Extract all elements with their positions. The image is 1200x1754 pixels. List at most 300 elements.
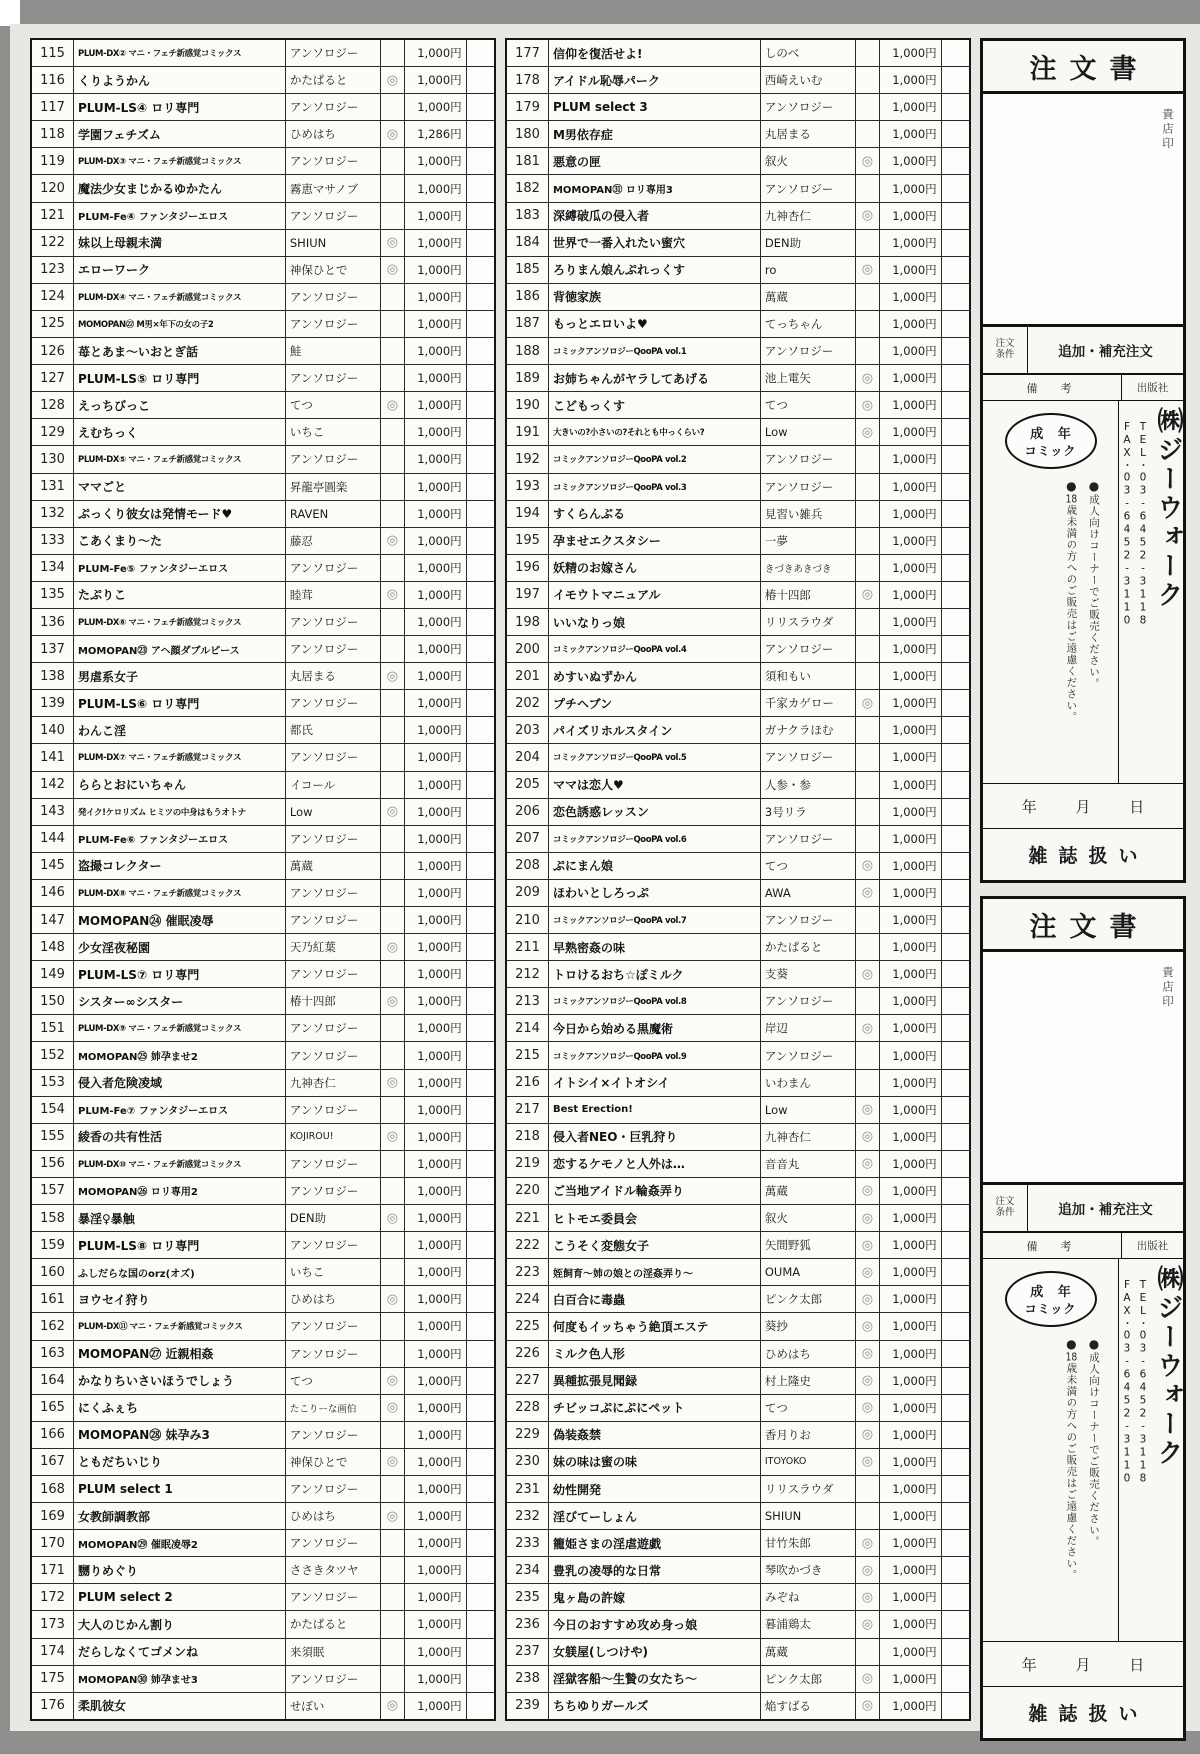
row-stock-mark: ◎ <box>381 934 405 960</box>
table-row <box>507 1015 969 1042</box>
row-title: 孕ませエクスタシー <box>549 528 761 554</box>
row-order-quantity-box[interactable] <box>467 1557 494 1583</box>
row-order-quantity-box[interactable] <box>467 1611 494 1637</box>
row-number: 124 <box>32 284 74 310</box>
row-order-quantity-box[interactable] <box>942 826 969 852</box>
row-order-quantity-box[interactable] <box>942 1205 969 1231</box>
row-order-quantity-box[interactable] <box>467 609 494 635</box>
row-order-quantity-box[interactable] <box>942 1476 969 1502</box>
row-order-quantity-box[interactable] <box>467 1015 494 1041</box>
row-order-quantity-box[interactable] <box>467 1449 494 1475</box>
row-order-quantity-box[interactable] <box>467 1395 494 1421</box>
row-title: イトシイ×イトオシイ <box>549 1070 761 1096</box>
row-number: 164 <box>32 1368 74 1394</box>
row-author: てつ <box>286 392 381 418</box>
row-author: ひめはち <box>286 1503 381 1529</box>
row-title: コミックアンソロジーQooPA vol.9 <box>549 1042 761 1068</box>
row-price: 1,000円 <box>880 501 942 527</box>
row-order-quantity-box[interactable] <box>467 826 494 852</box>
row-order-quantity-box[interactable] <box>942 663 969 689</box>
row-order-quantity-box[interactable] <box>467 1151 494 1177</box>
remarks-publisher-header <box>983 375 1183 401</box>
row-order-quantity-box[interactable] <box>942 1584 969 1610</box>
row-order-quantity-box[interactable] <box>467 40 494 66</box>
row-title: わんこ淫 <box>74 717 286 743</box>
row-order-quantity-box[interactable] <box>942 853 969 879</box>
row-order-quantity-box[interactable] <box>467 1666 494 1692</box>
row-order-quantity-box[interactable] <box>942 1503 969 1529</box>
row-title: ママごと <box>74 474 286 500</box>
table-row <box>32 636 494 663</box>
row-stock-mark: ◎ <box>856 419 880 445</box>
row-title: コミックアンソロジーQooPA vol.3 <box>549 474 761 500</box>
row-order-quantity-box[interactable] <box>467 419 494 445</box>
row-order-quantity-box[interactable] <box>942 1530 969 1556</box>
row-author: 一夢 <box>761 528 856 554</box>
row-order-quantity-box[interactable] <box>942 121 969 147</box>
row-stock-mark <box>856 528 880 554</box>
row-price: 1,000円 <box>880 1341 942 1367</box>
row-order-quantity-box[interactable] <box>942 474 969 500</box>
row-order-quantity-box[interactable] <box>942 799 969 825</box>
row-order-quantity-box[interactable] <box>942 1286 969 1312</box>
order-form-sidebar <box>980 38 1186 1754</box>
row-author: アンソロジー <box>286 365 381 391</box>
row-order-quantity-box[interactable] <box>942 148 969 174</box>
table-row <box>32 1286 494 1313</box>
row-order-quantity-box[interactable] <box>467 744 494 770</box>
row-order-quantity-box[interactable] <box>467 1042 494 1068</box>
row-order-quantity-box[interactable] <box>467 1530 494 1556</box>
row-author: アンソロジー <box>286 40 381 66</box>
row-title: PLUM-DX⑩ マニ・フェチ新感覚コミックス <box>74 1151 286 1177</box>
row-order-quantity-box[interactable] <box>942 1151 969 1177</box>
row-stock-mark: ◎ <box>856 1584 880 1610</box>
table-row <box>32 744 494 771</box>
row-order-quantity-box[interactable] <box>942 1449 969 1475</box>
table-row <box>507 230 969 257</box>
row-title: 学園フェチズム <box>74 121 286 147</box>
row-order-quantity-box[interactable] <box>467 1124 494 1150</box>
row-number: 220 <box>507 1178 549 1204</box>
date-row[interactable] <box>983 784 1183 829</box>
row-order-quantity-box[interactable] <box>467 1178 494 1204</box>
row-title: 異種拡張見聞録 <box>549 1368 761 1394</box>
row-order-quantity-box[interactable] <box>942 175 969 201</box>
row-order-quantity-box[interactable] <box>467 284 494 310</box>
row-order-quantity-box[interactable] <box>467 148 494 174</box>
row-number: 226 <box>507 1341 549 1367</box>
row-number: 214 <box>507 1015 549 1041</box>
row-author: 神保ひとで <box>286 1449 381 1475</box>
row-title: コミックアンソロジーQooPA vol.6 <box>549 826 761 852</box>
row-author: アンソロジー <box>761 907 856 933</box>
row-author: ITOYOKO <box>761 1449 856 1475</box>
adult-comic-badge: 成 年 コミック <box>1005 1271 1097 1327</box>
row-order-quantity-box[interactable] <box>942 365 969 391</box>
row-order-quantity-box[interactable] <box>467 907 494 933</box>
row-title: MOMOPAN㉛ ロリ専用3 <box>549 175 761 201</box>
date-day-label: 日 <box>1129 1655 1145 1674</box>
row-order-quantity-box[interactable] <box>942 338 969 364</box>
row-title: コミックアンソロジーQooPA vol.7 <box>549 907 761 933</box>
row-order-quantity-box[interactable] <box>942 257 969 283</box>
row-order-quantity-box[interactable] <box>467 934 494 960</box>
row-author: アンソロジー <box>286 744 381 770</box>
row-order-quantity-box[interactable] <box>467 1286 494 1312</box>
row-number: 115 <box>32 40 74 66</box>
row-number: 238 <box>507 1666 549 1692</box>
table-row <box>32 1449 494 1476</box>
table-row <box>507 799 969 826</box>
row-order-quantity-box[interactable] <box>942 1259 969 1285</box>
row-order-quantity-box[interactable] <box>467 175 494 201</box>
row-order-quantity-box[interactable] <box>467 636 494 662</box>
row-author: 3号リラ <box>761 799 856 825</box>
row-order-quantity-box[interactable] <box>467 67 494 93</box>
row-order-quantity-box[interactable] <box>942 1015 969 1041</box>
row-order-quantity-box[interactable] <box>942 636 969 662</box>
row-order-quantity-box[interactable] <box>942 717 969 743</box>
row-stock-mark <box>381 1341 405 1367</box>
row-order-quantity-box[interactable] <box>942 934 969 960</box>
row-order-quantity-box[interactable] <box>467 1693 494 1719</box>
table-row <box>507 582 969 609</box>
row-stock-mark <box>381 690 405 716</box>
order-condition-row <box>983 327 1183 375</box>
row-price: 1,000円 <box>880 1666 942 1692</box>
row-price: 1,000円 <box>880 1693 942 1719</box>
table-row <box>32 1503 494 1530</box>
row-title: 侵入者危険凌域 <box>74 1070 286 1096</box>
row-author: いちこ <box>286 1259 381 1285</box>
date-day-label: 日 <box>1129 797 1145 816</box>
row-author: 見習い雑兵 <box>761 501 856 527</box>
row-title: PLUM-LS⑦ ロリ専門 <box>74 961 286 987</box>
row-stock-mark: ◎ <box>856 853 880 879</box>
row-number: 193 <box>507 474 549 500</box>
stamp-label: 貴店印 <box>1161 108 1175 152</box>
store-stamp-area[interactable] <box>983 94 1183 327</box>
row-order-quantity-box[interactable] <box>467 94 494 120</box>
row-order-quantity-box[interactable] <box>942 1178 969 1204</box>
row-order-quantity-box[interactable] <box>942 1557 969 1583</box>
row-order-quantity-box[interactable] <box>467 690 494 716</box>
row-order-quantity-box[interactable] <box>942 1070 969 1096</box>
table-row <box>507 284 969 311</box>
row-order-quantity-box[interactable] <box>467 257 494 283</box>
row-title: 豊乳の凌辱的な日常 <box>549 1557 761 1583</box>
table-row <box>507 1693 969 1719</box>
row-order-quantity-box[interactable] <box>467 1259 494 1285</box>
row-title: PLUM-DX② マニ・フェチ新感覚コミックス <box>74 40 286 66</box>
row-order-quantity-box[interactable] <box>467 799 494 825</box>
row-order-quantity-box[interactable] <box>942 1666 969 1692</box>
table-row <box>32 474 494 501</box>
table-row <box>507 1611 969 1638</box>
row-author: 椿十四郎 <box>761 582 856 608</box>
row-number: 142 <box>32 772 74 798</box>
table-row <box>32 1530 494 1557</box>
row-title: だらしなくてゴメンね <box>74 1639 286 1665</box>
publisher-label: 出版社 <box>1136 382 1169 394</box>
row-order-quantity-box[interactable] <box>467 1205 494 1231</box>
condition-label: 注文 条件 <box>983 1185 1028 1231</box>
row-order-quantity-box[interactable] <box>467 880 494 906</box>
row-order-quantity-box[interactable] <box>942 1313 969 1339</box>
order-form-title: 注文書 <box>983 899 1183 952</box>
row-stock-mark: ◎ <box>856 961 880 987</box>
row-number: 198 <box>507 609 549 635</box>
row-number: 213 <box>507 988 549 1014</box>
row-order-quantity-box[interactable] <box>467 1341 494 1367</box>
row-number: 152 <box>32 1042 74 1068</box>
row-title: 発イク!ケロリズム ヒミツの中身はもうオトナ <box>74 799 286 825</box>
table-row <box>507 1530 969 1557</box>
row-price: 1,000円 <box>880 474 942 500</box>
row-price: 1,000円 <box>405 744 467 770</box>
row-title: コミックアンソロジーQooPA vol.1 <box>549 338 761 364</box>
row-order-quantity-box[interactable] <box>467 1097 494 1123</box>
row-number: 211 <box>507 934 549 960</box>
row-stock-mark: ◎ <box>381 1286 405 1312</box>
row-order-quantity-box[interactable] <box>942 609 969 635</box>
row-number: 187 <box>507 311 549 337</box>
row-number: 216 <box>507 1070 549 1096</box>
row-order-quantity-box[interactable] <box>467 1368 494 1394</box>
row-number: 203 <box>507 717 549 743</box>
publisher-tel: TEL・03-6452-3118 <box>1137 421 1149 628</box>
row-stock-mark <box>381 907 405 933</box>
row-author: アンソロジー <box>286 1341 381 1367</box>
row-number: 183 <box>507 203 549 229</box>
table-row <box>507 1368 969 1395</box>
row-price: 1,000円 <box>880 365 942 391</box>
row-number: 140 <box>32 717 74 743</box>
row-order-quantity-box[interactable] <box>467 365 494 391</box>
row-stock-mark: ◎ <box>381 1693 405 1719</box>
row-order-quantity-box[interactable] <box>467 717 494 743</box>
row-order-quantity-box[interactable] <box>942 40 969 66</box>
row-title: こあくまり〜た <box>74 528 286 554</box>
row-order-quantity-box[interactable] <box>942 1395 969 1421</box>
row-order-quantity-box[interactable] <box>942 203 969 229</box>
row-order-quantity-box[interactable] <box>942 94 969 120</box>
row-price: 1,000円 <box>880 94 942 120</box>
publisher-name: ㈱ジーウォーク <box>1153 1265 1183 1468</box>
row-price: 1,000円 <box>880 148 942 174</box>
row-order-quantity-box[interactable] <box>942 446 969 472</box>
row-price: 1,000円 <box>405 853 467 879</box>
table-row <box>507 338 969 365</box>
row-order-quantity-box[interactable] <box>942 230 969 256</box>
row-number: 139 <box>32 690 74 716</box>
row-order-quantity-box[interactable] <box>942 690 969 716</box>
row-title: すくらんぶる <box>549 501 761 527</box>
row-order-quantity-box[interactable] <box>467 501 494 527</box>
row-order-quantity-box[interactable] <box>942 1097 969 1123</box>
table-row <box>507 555 969 582</box>
row-order-quantity-box[interactable] <box>942 1422 969 1448</box>
row-stock-mark <box>381 555 405 581</box>
row-order-quantity-box[interactable] <box>942 961 969 987</box>
row-order-quantity-box[interactable] <box>942 1639 969 1665</box>
row-order-quantity-box[interactable] <box>467 1476 494 1502</box>
row-order-quantity-box[interactable] <box>467 446 494 472</box>
row-order-quantity-box[interactable] <box>942 880 969 906</box>
row-order-quantity-box[interactable] <box>942 67 969 93</box>
row-author: 九神杏仁 <box>761 1124 856 1150</box>
row-title: 男虐系女子 <box>74 663 286 689</box>
row-price: 1,000円 <box>880 799 942 825</box>
table-row <box>32 1205 494 1232</box>
row-author: アンソロジー <box>761 826 856 852</box>
row-author: 叙火 <box>761 148 856 174</box>
row-number: 122 <box>32 230 74 256</box>
row-price: 1,000円 <box>880 67 942 93</box>
row-order-quantity-box[interactable] <box>942 1042 969 1068</box>
row-author: アンソロジー <box>286 907 381 933</box>
row-stock-mark <box>856 555 880 581</box>
row-title: MOMOPAN㉖ ロリ専用2 <box>74 1178 286 1204</box>
row-title: M男依存症 <box>549 121 761 147</box>
row-price: 1,000円 <box>880 961 942 987</box>
row-order-quantity-box[interactable] <box>467 1070 494 1096</box>
row-order-quantity-box[interactable] <box>942 1693 969 1719</box>
row-author: たこりーな画伯 <box>286 1395 381 1421</box>
row-price: 1,000円 <box>405 1124 467 1150</box>
row-order-quantity-box[interactable] <box>942 311 969 337</box>
row-author: アンソロジー <box>286 961 381 987</box>
row-price: 1,000円 <box>880 311 942 337</box>
row-order-quantity-box[interactable] <box>942 1611 969 1637</box>
row-price: 1,000円 <box>880 934 942 960</box>
table-row <box>507 1557 969 1584</box>
table-row <box>507 501 969 528</box>
table-row <box>32 1341 494 1368</box>
row-stock-mark: ◎ <box>856 1232 880 1258</box>
row-price: 1,000円 <box>405 528 467 554</box>
row-author: 萬蔵 <box>761 1639 856 1665</box>
store-stamp-area[interactable] <box>983 952 1183 1185</box>
row-order-quantity-box[interactable] <box>467 555 494 581</box>
row-number: 166 <box>32 1422 74 1448</box>
row-order-quantity-box[interactable] <box>467 663 494 689</box>
row-author: OUMA <box>761 1259 856 1285</box>
row-order-quantity-box[interactable] <box>942 1232 969 1258</box>
row-number: 169 <box>32 1503 74 1529</box>
row-order-quantity-box[interactable] <box>942 528 969 554</box>
table-row <box>32 907 494 934</box>
row-order-quantity-box[interactable] <box>942 555 969 581</box>
row-order-quantity-box[interactable] <box>467 528 494 554</box>
table-row <box>32 582 494 609</box>
row-stock-mark <box>381 365 405 391</box>
row-author: 睦茸 <box>286 582 381 608</box>
row-order-quantity-box[interactable] <box>467 1503 494 1529</box>
row-order-quantity-box[interactable] <box>942 907 969 933</box>
date-row[interactable] <box>983 1642 1183 1687</box>
table-row <box>507 1503 969 1530</box>
row-order-quantity-box[interactable] <box>467 1313 494 1339</box>
row-price: 1,000円 <box>405 1070 467 1096</box>
row-author: ガナクラほむ <box>761 717 856 743</box>
row-order-quantity-box[interactable] <box>467 1584 494 1610</box>
row-order-quantity-box[interactable] <box>467 853 494 879</box>
row-order-quantity-box[interactable] <box>467 203 494 229</box>
row-order-quantity-box[interactable] <box>467 988 494 1014</box>
row-author: アンソロジー <box>761 744 856 770</box>
row-order-quantity-box[interactable] <box>467 230 494 256</box>
row-order-quantity-box[interactable] <box>942 1368 969 1394</box>
row-stock-mark <box>381 826 405 852</box>
row-order-quantity-box[interactable] <box>942 988 969 1014</box>
row-price: 1,000円 <box>405 1341 467 1367</box>
row-price: 1,000円 <box>880 555 942 581</box>
row-order-quantity-box[interactable] <box>942 1341 969 1367</box>
row-order-quantity-box[interactable] <box>467 961 494 987</box>
row-order-quantity-box[interactable] <box>942 284 969 310</box>
row-title: 妖精のお嫁さん <box>549 555 761 581</box>
row-author: SHIUN <box>286 230 381 256</box>
row-title: コミックアンソロジーQooPA vol.8 <box>549 988 761 1014</box>
row-number: 184 <box>507 230 549 256</box>
order-form-box-2 <box>980 896 1186 1741</box>
row-order-quantity-box[interactable] <box>467 1422 494 1448</box>
row-order-quantity-box[interactable] <box>467 474 494 500</box>
row-order-quantity-box[interactable] <box>467 338 494 364</box>
row-title: MOMOPAN㉙ 催眠凌辱2 <box>74 1530 286 1556</box>
row-number: 212 <box>507 961 549 987</box>
row-title: PLUM-DX⑥ マニ・フェチ新感覚コミックス <box>74 609 286 635</box>
row-order-quantity-box[interactable] <box>942 392 969 418</box>
row-order-quantity-box[interactable] <box>467 1639 494 1665</box>
row-order-quantity-box[interactable] <box>942 419 969 445</box>
row-order-quantity-box[interactable] <box>942 1124 969 1150</box>
row-order-quantity-box[interactable] <box>467 772 494 798</box>
row-order-quantity-box[interactable] <box>467 582 494 608</box>
table-row <box>32 1097 494 1124</box>
row-order-quantity-box[interactable] <box>467 121 494 147</box>
row-price: 1,000円 <box>405 1042 467 1068</box>
row-number: 163 <box>32 1341 74 1367</box>
row-stock-mark <box>856 1070 880 1096</box>
row-author: てっちゃん <box>761 311 856 337</box>
row-author: イコール <box>286 772 381 798</box>
stamp-label: 貴店印 <box>1161 966 1175 1010</box>
row-number: 178 <box>507 67 549 93</box>
row-stock-mark <box>381 609 405 635</box>
row-author: アンソロジー <box>286 94 381 120</box>
row-price: 1,000円 <box>405 365 467 391</box>
row-order-quantity-box[interactable] <box>942 772 969 798</box>
table-row <box>507 474 969 501</box>
row-order-quantity-box[interactable] <box>942 501 969 527</box>
row-order-quantity-box[interactable] <box>467 1232 494 1258</box>
row-title: 妹以上母親未満 <box>74 230 286 256</box>
row-order-quantity-box[interactable] <box>942 744 969 770</box>
row-price: 1,000円 <box>880 636 942 662</box>
row-order-quantity-box[interactable] <box>942 582 969 608</box>
row-order-quantity-box[interactable] <box>467 311 494 337</box>
row-author: 鮭 <box>286 338 381 364</box>
remarks-cell <box>983 401 1119 783</box>
row-title: 信仰を復活せよ! <box>549 40 761 66</box>
row-order-quantity-box[interactable] <box>467 392 494 418</box>
row-number: 121 <box>32 203 74 229</box>
row-stock-mark: ◎ <box>856 690 880 716</box>
row-author: Low <box>286 799 381 825</box>
